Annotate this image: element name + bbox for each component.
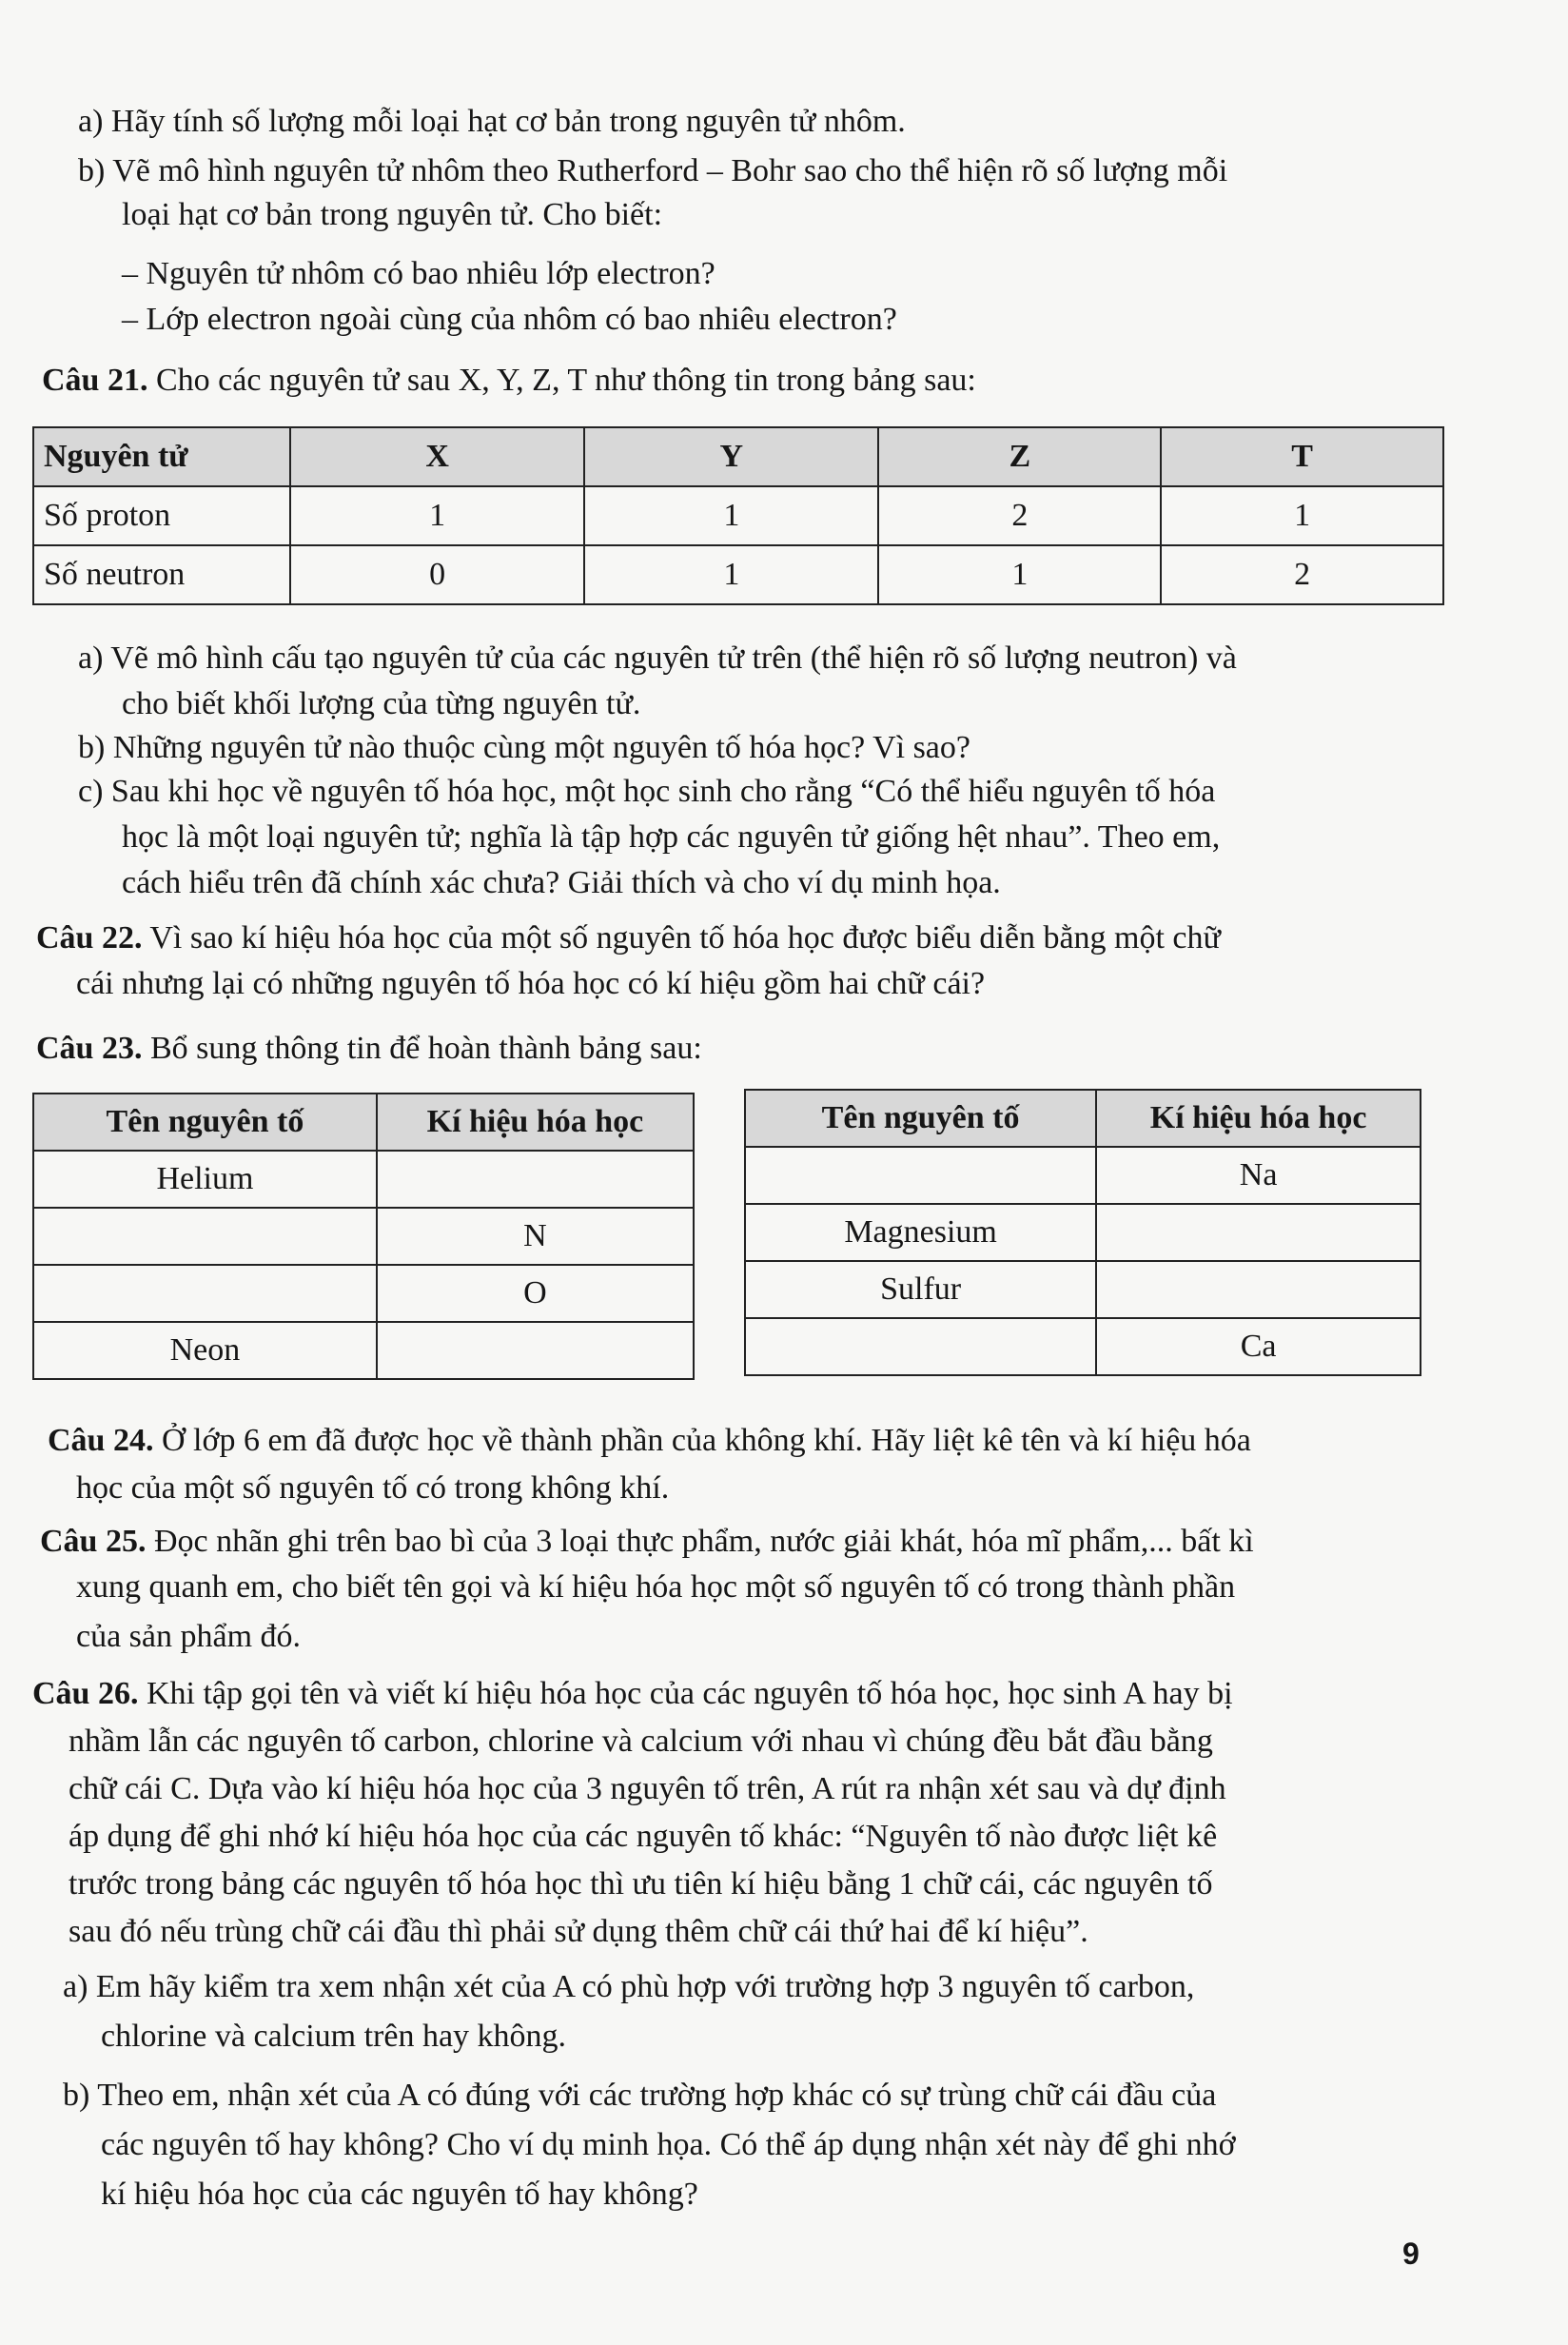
q21-a-line2: cho biết khối lượng của từng nguyên tử. bbox=[122, 686, 641, 721]
table-header-cell: Y bbox=[584, 427, 878, 486]
table-cell: Số proton bbox=[33, 486, 290, 545]
q21-c-line1: c) Sau khi học về nguyên tố hóa học, một học sinh cho rằng “Có thể hiểu nguyên tố hóa bbox=[78, 774, 1216, 809]
q20-b-item1: – Nguyên tử nhôm có bao nhiêu lớp electron? bbox=[122, 256, 715, 291]
q26-label: Câu 26. bbox=[32, 1676, 139, 1711]
table-cell: N bbox=[377, 1208, 694, 1265]
table-header-cell: Kí hiệu hóa học bbox=[1096, 1090, 1421, 1147]
table-row bbox=[33, 486, 1443, 545]
q24-label: Câu 24. bbox=[48, 1423, 154, 1458]
table-cell: 1 bbox=[290, 486, 584, 545]
table-cell bbox=[1096, 1204, 1421, 1261]
q20-b-line2: loại hạt cơ bản trong nguyên tử. Cho biết: bbox=[122, 197, 663, 232]
table-cell bbox=[33, 1208, 377, 1265]
table-cell: O bbox=[377, 1265, 694, 1322]
q26-line5: trước trong bảng các nguyên tố hóa học thì ưu tiên kí hiệu bằng 1 chữ cái, các nguyên tố bbox=[69, 1866, 1213, 1902]
table-row bbox=[33, 1151, 694, 1208]
q21-a-line1: a) Vẽ mô hình cấu tạo nguyên tử của các nguyên tử trên (thể hiện rõ số lượng neutron) và bbox=[78, 640, 1237, 676]
q24-line1 bbox=[48, 1422, 1251, 1460]
table-cell: Ca bbox=[1096, 1318, 1421, 1375]
q26-b-line3: kí hiệu hóa học của các nguyên tố hay không? bbox=[101, 2177, 698, 2212]
q22-label: Câu 22. bbox=[36, 920, 143, 956]
table-header-row bbox=[745, 1090, 1421, 1147]
q22-text: Vì sao kí hiệu hóa học của một số nguyên tố hóa học được biểu diễn bằng một chữ bbox=[142, 920, 1221, 956]
q25-line3: của sản phẩm đó. bbox=[76, 1619, 302, 1654]
table-cell: 1 bbox=[1161, 486, 1443, 545]
q26-a-line1: a) Em hãy kiểm tra xem nhận xét của A có phù hợp với trường hợp 3 nguyên tố carbon, bbox=[63, 1969, 1195, 2004]
q26-line2: nhầm lẫn các nguyên tố carbon, chlorine và calcium với nhau vì chúng đều bắt đầu bằng bbox=[69, 1724, 1213, 1759]
table-row bbox=[33, 545, 1443, 604]
q22-line2: cái nhưng lại có những nguyên tố hóa học có kí hiệu gồm hai chữ cái? bbox=[76, 966, 986, 1001]
table-cell: Số neutron bbox=[33, 545, 290, 604]
q20-b-line1: b) Vẽ mô hình nguyên tử nhôm theo Rutherford – Bohr sao cho thể hiện rõ số lượng mỗi bbox=[78, 153, 1228, 188]
table-cell: 0 bbox=[290, 545, 584, 604]
q21-label: Câu 21. bbox=[42, 363, 148, 398]
q26-line1 bbox=[32, 1675, 1233, 1713]
table-header-row bbox=[33, 1094, 694, 1151]
q26-line4: áp dụng để ghi nhớ kí hiệu hóa học của các nguyên tố khác: “Nguyên tố nào được liệt kê bbox=[69, 1819, 1218, 1854]
q26-b-line2: các nguyên tố hay không? Cho ví dụ minh họa. Có thể áp dụng nhận xét này để ghi nhớ bbox=[101, 2127, 1236, 2162]
table-header-cell: Nguyên tử bbox=[33, 427, 290, 486]
table-row bbox=[745, 1318, 1421, 1375]
table-cell bbox=[745, 1318, 1096, 1375]
elements-table-left bbox=[32, 1093, 695, 1380]
table-header-cell: T bbox=[1161, 427, 1443, 486]
table-cell bbox=[377, 1322, 694, 1379]
q25-label: Câu 25. bbox=[40, 1524, 147, 1559]
table-cell: 1 bbox=[584, 486, 878, 545]
q26-text: Khi tập gọi tên và viết kí hiệu hóa học của các nguyên tố hóa học, học sinh A hay bị bbox=[138, 1676, 1233, 1711]
q25-line1 bbox=[40, 1523, 1254, 1561]
table-header-cell: Tên nguyên tố bbox=[33, 1094, 377, 1151]
table-row bbox=[745, 1204, 1421, 1261]
table-cell bbox=[745, 1147, 1096, 1204]
table-row bbox=[33, 1322, 694, 1379]
q22-line1 bbox=[36, 919, 1221, 957]
q25-line2: xung quanh em, cho biết tên gọi và kí hiệu hóa học một số nguyên tố có trong thành phần bbox=[76, 1569, 1236, 1605]
table-cell: 2 bbox=[1161, 545, 1443, 604]
q24-line2: học của một số nguyên tố có trong không khí. bbox=[76, 1470, 670, 1506]
table-cell bbox=[377, 1151, 694, 1208]
table-cell bbox=[33, 1265, 377, 1322]
q21-c-line2: học là một loại nguyên tử; nghĩa là tập hợp các nguyên tử giống hệt nhau”. Theo em, bbox=[122, 819, 1221, 855]
table-header-cell: Kí hiệu hóa học bbox=[377, 1094, 694, 1151]
q23-heading bbox=[36, 1030, 702, 1068]
q26-a-line2: chlorine và calcium trên hay không. bbox=[101, 2019, 567, 2054]
table-cell: 2 bbox=[878, 486, 1161, 545]
table-header-cell: Tên nguyên tố bbox=[745, 1090, 1096, 1147]
q21-b: b) Những nguyên tử nào thuộc cùng một nguyên tố hóa học? Vì sao? bbox=[78, 730, 970, 765]
q21-text: Cho các nguyên tử sau X, Y, Z, T như thông tin trong bảng sau: bbox=[147, 363, 976, 398]
elements-table-right bbox=[744, 1089, 1421, 1376]
page-number: 9 bbox=[1402, 2237, 1420, 2271]
table-header-cell: Z bbox=[878, 427, 1161, 486]
q21-c-line3: cách hiểu trên đã chính xác chưa? Giải thích và cho ví dụ minh họa. bbox=[122, 865, 1001, 900]
table-row bbox=[745, 1147, 1421, 1204]
q21-heading bbox=[42, 362, 976, 400]
table-cell bbox=[1096, 1261, 1421, 1318]
q26-line3: chữ cái C. Dựa vào kí hiệu hóa học của 3 nguyên tố trên, A rút ra nhận xét sau và dự định bbox=[69, 1771, 1226, 1806]
q20-b-item2: – Lớp electron ngoài cùng của nhôm có bao nhiêu electron? bbox=[122, 302, 897, 337]
table-cell: Na bbox=[1096, 1147, 1421, 1204]
q25-text: Đọc nhãn ghi trên bao bì của 3 loại thực phẩm, nước giải khát, hóa mĩ phẩm,... bất kì bbox=[146, 1524, 1254, 1559]
table-header-cell: X bbox=[290, 427, 584, 486]
table-row bbox=[745, 1261, 1421, 1318]
table-cell: Neon bbox=[33, 1322, 377, 1379]
q20-a: a) Hãy tính số lượng mỗi loại hạt cơ bản trong nguyên tử nhôm. bbox=[78, 104, 906, 139]
table-row bbox=[33, 1208, 694, 1265]
table-cell: 1 bbox=[584, 545, 878, 604]
table-row bbox=[33, 1265, 694, 1322]
q26-b-line1: b) Theo em, nhận xét của A có đúng với các trường hợp khác có sự trùng chữ cái đầu của bbox=[63, 2078, 1217, 2113]
table-cell: Helium bbox=[33, 1151, 377, 1208]
table-cell: 1 bbox=[878, 545, 1161, 604]
atoms-table bbox=[32, 426, 1444, 605]
q26-line6: sau đó nếu trùng chữ cái đầu thì phải sử dụng thêm chữ cái thứ hai để kí hiệu”. bbox=[69, 1914, 1088, 1949]
q23-label: Câu 23. bbox=[36, 1031, 143, 1066]
table-cell: Magnesium bbox=[745, 1204, 1096, 1261]
q24-text: Ở lớp 6 em đã được học về thành phần của không khí. Hãy liệt kê tên và kí hiệu hóa bbox=[153, 1423, 1251, 1458]
q23-text: Bổ sung thông tin để hoàn thành bảng sau: bbox=[142, 1031, 702, 1066]
table-cell: Sulfur bbox=[745, 1261, 1096, 1318]
table-header-row bbox=[33, 427, 1443, 486]
